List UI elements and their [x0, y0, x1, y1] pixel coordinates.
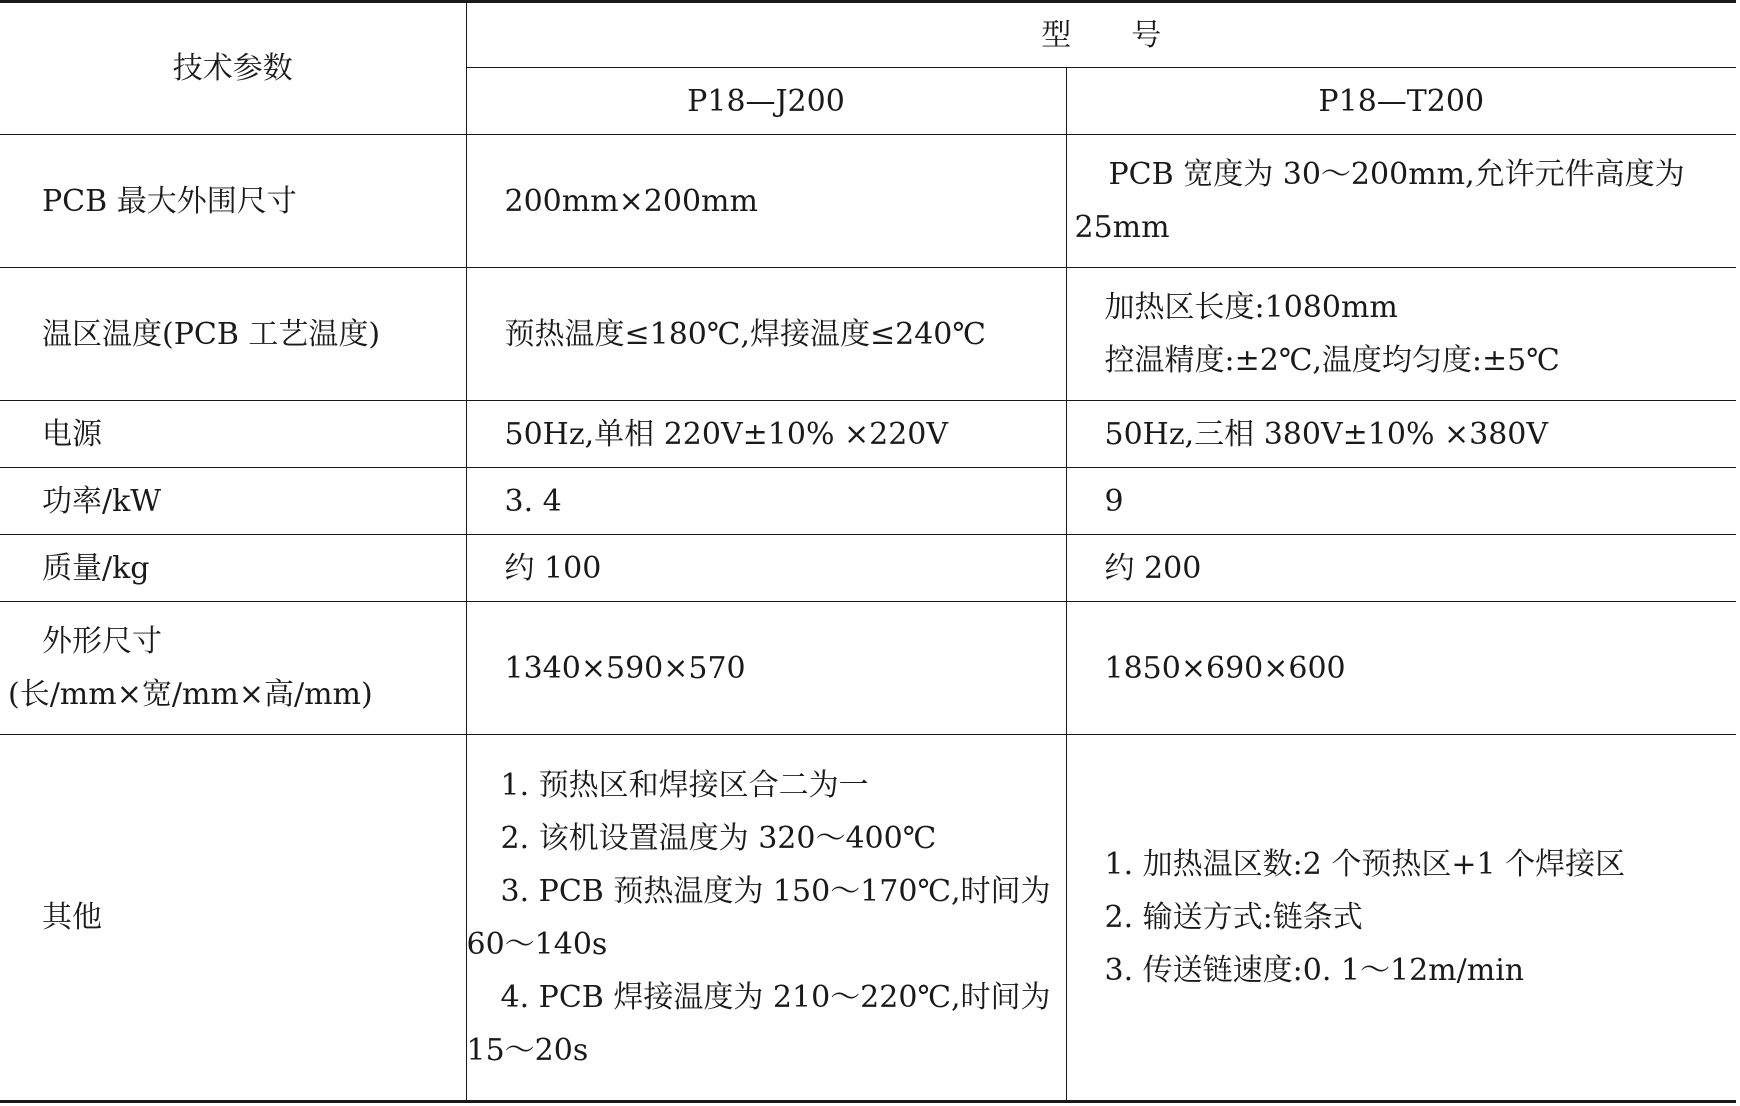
- param-cell: [0, 268, 466, 401]
- param-label: 温区温度(PCB 工艺温度): [42, 316, 381, 352]
- param-label: 其他: [42, 900, 102, 935]
- param-line: [8, 615, 466, 668]
- list-item: [467, 812, 1060, 865]
- param-cell: [0, 401, 466, 468]
- t200-line-text: 控温精度:±2℃,温度均匀度:±5℃: [1104, 343, 1560, 378]
- table-row: [0, 602, 1736, 735]
- j200-cell: [466, 401, 1066, 468]
- model-j200-header: [466, 68, 1066, 135]
- t200-line-text: PCB 宽度为 30～200mm,允许元件高度为: [1108, 157, 1685, 192]
- t200-cell: [1066, 535, 1736, 602]
- list-item-text: 60～140s: [466, 926, 608, 962]
- table-row: [0, 468, 1736, 535]
- t200-line-text: 25mm: [1074, 210, 1170, 245]
- list-item-text: 1. 加热温区数:2 个预热区+1 个焊接区: [1104, 847, 1626, 882]
- t200-value: 50Hz,三相 380V±10% ×380V: [1104, 416, 1549, 452]
- list-item: [467, 759, 1060, 812]
- param-cell: [0, 602, 466, 735]
- j200-value: 200mm×200mm: [504, 183, 758, 219]
- t200-line: [1075, 201, 1729, 254]
- list-item-text: 3. 传送链速度:0. 1～12m/min: [1104, 953, 1525, 988]
- param-header: [0, 2, 466, 135]
- param-header-label: 技术参数: [172, 51, 293, 86]
- j200-cell: [466, 735, 1066, 1102]
- list-item-text: 4. PCB 焊接温度为 210～220℃,时间为: [500, 979, 1051, 1015]
- t200-cell: [1066, 735, 1736, 1102]
- t200-cell: [1066, 468, 1736, 535]
- param-cell: [0, 535, 466, 602]
- model-t200-header: [1066, 68, 1736, 135]
- param-label: 质量/kg: [42, 550, 150, 586]
- table-row: [0, 135, 1736, 268]
- t200-cell: [1066, 268, 1736, 401]
- t200-line-text: 加热区长度:1080mm: [1104, 290, 1398, 325]
- t200-cell: [1066, 135, 1736, 268]
- t200-cell: [1066, 401, 1736, 468]
- list-item-text: 2. 该机设置温度为 320～400℃: [500, 820, 937, 856]
- list-item: [467, 971, 1060, 1024]
- table-row: [0, 735, 1736, 1102]
- t200-cell: [1066, 602, 1736, 735]
- param-cell: [0, 135, 466, 268]
- param-cell: [0, 735, 466, 1102]
- j200-value: 50Hz,单相 220V±10% ×220V: [504, 416, 949, 452]
- table-row: [0, 268, 1736, 401]
- list-item: [467, 1024, 1060, 1077]
- table-row: [0, 535, 1736, 602]
- list-item-text: 15～20s: [466, 1032, 589, 1068]
- j200-cell: [466, 135, 1066, 268]
- t200-value: 1850×690×600: [1104, 650, 1346, 686]
- param-cell: [0, 468, 466, 535]
- list-item: [467, 865, 1060, 918]
- list-item-text: 1. 预热区和焊接区合二为一: [500, 767, 869, 803]
- j200-value: 1340×590×570: [504, 650, 746, 686]
- param-line: [8, 668, 466, 721]
- t200-value: 约 200: [1104, 550, 1202, 586]
- list-item-text: 3. PCB 预热温度为 150～170℃,时间为: [500, 873, 1051, 909]
- param-label: 外形尺寸: [42, 624, 162, 659]
- j200-cell: [466, 468, 1066, 535]
- model-j200-label: P18—J200: [687, 83, 845, 119]
- j200-cell: [466, 535, 1066, 602]
- j200-value: 3. 4: [504, 483, 562, 519]
- j200-value: 约 100: [504, 550, 602, 586]
- table-row: [0, 401, 1736, 468]
- t200-line: [1075, 148, 1729, 201]
- header-row: [0, 2, 1736, 68]
- param-label: PCB 最大外围尺寸: [42, 183, 297, 219]
- j200-value: 预热温度≤180℃,焊接温度≤240℃: [504, 316, 986, 352]
- t200-value: 9: [1104, 483, 1124, 519]
- list-item-text: 2. 输送方式:链条式: [1104, 900, 1363, 935]
- list-item: [467, 918, 1060, 971]
- param-label: (长/mm×宽/mm×高/mm): [8, 677, 373, 712]
- param-label: 电源: [42, 416, 102, 452]
- j200-cell: [466, 268, 1066, 401]
- j200-cell: [466, 602, 1066, 735]
- model-t200-label: P18—T200: [1318, 83, 1485, 119]
- model-header-label: 型 号: [1041, 17, 1162, 53]
- model-header: [466, 2, 1736, 68]
- param-label: 功率/kW: [42, 483, 162, 519]
